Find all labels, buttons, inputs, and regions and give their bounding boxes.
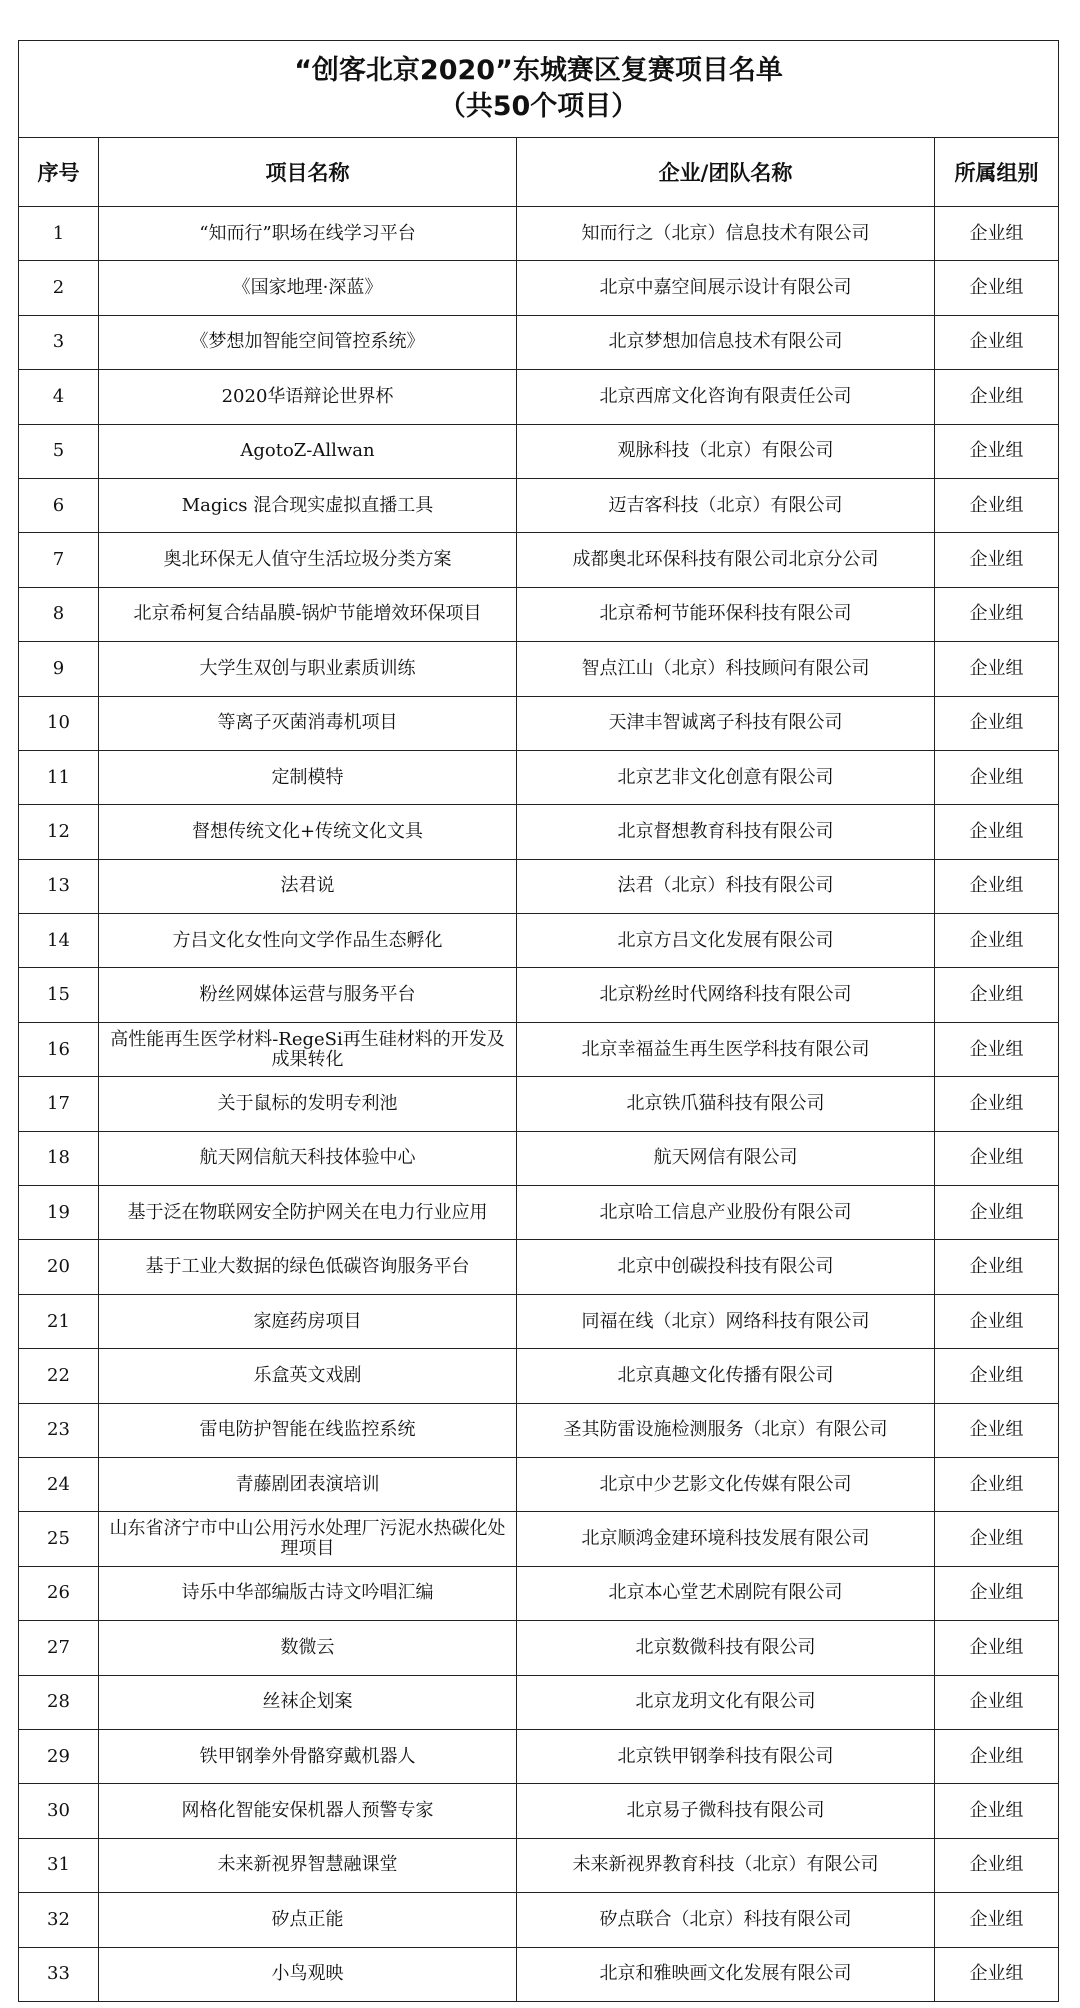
cell-company-name: 北京本心堂艺术剧院有限公司	[517, 1566, 935, 1620]
cell-group: 企业组	[935, 587, 1059, 641]
cell-company-name: 北京中创碳投科技有限公司	[517, 1240, 935, 1294]
cell-project-name: 《梦想加智能空间管控系统》	[99, 315, 517, 369]
cell-group: 企业组	[935, 533, 1059, 587]
cell-company-name: 北京中嘉空间展示设计有限公司	[517, 261, 935, 315]
table-row	[19, 587, 1059, 641]
cell-index: 32	[19, 1893, 99, 1947]
cell-index: 17	[19, 1077, 99, 1131]
cell-index: 2	[19, 261, 99, 315]
cell-project-name: 基于工业大数据的绿色低碳咨询服务平台	[99, 1240, 517, 1294]
table-row	[19, 1186, 1059, 1240]
table-row	[19, 1893, 1059, 1947]
cell-group: 企业组	[935, 1512, 1059, 1566]
cell-index: 25	[19, 1512, 99, 1566]
cell-company-name: 观脉科技（北京）有限公司	[517, 424, 935, 478]
cell-index: 30	[19, 1784, 99, 1838]
table-row	[19, 370, 1059, 424]
project-list-table	[18, 40, 1059, 2002]
cell-group: 企业组	[935, 750, 1059, 804]
cell-index: 21	[19, 1294, 99, 1348]
title-row	[19, 41, 1059, 138]
cell-index: 6	[19, 478, 99, 532]
cell-company-name: 北京幸福益生再生医学科技有限公司	[517, 1022, 935, 1076]
cell-company-name: 同福在线（北京）网络科技有限公司	[517, 1294, 935, 1348]
cell-index: 8	[19, 587, 99, 641]
cell-company-name: 迈吉客科技（北京）有限公司	[517, 478, 935, 532]
cell-project-name: 督想传统文化+传统文化文具	[99, 805, 517, 859]
cell-group: 企业组	[935, 859, 1059, 913]
cell-group: 企业组	[935, 478, 1059, 532]
table-row	[19, 1621, 1059, 1675]
cell-company-name: 北京粉丝时代网络科技有限公司	[517, 968, 935, 1022]
cell-group: 企业组	[935, 1294, 1059, 1348]
table-row	[19, 1457, 1059, 1511]
table-row	[19, 315, 1059, 369]
cell-project-name: 小鸟观映	[99, 1947, 517, 2001]
cell-group: 企业组	[935, 261, 1059, 315]
cell-company-name: 北京顺鸿金建环境科技发展有限公司	[517, 1512, 935, 1566]
cell-project-name: AgotoZ-Allwan	[99, 424, 517, 478]
cell-company-name: 北京龙玥文化有限公司	[517, 1675, 935, 1729]
cell-project-name: 家庭药房项目	[99, 1294, 517, 1348]
cell-index: 5	[19, 424, 99, 478]
cell-project-name: 北京希柯复合结晶膜-锅炉节能增效环保项目	[99, 587, 517, 641]
cell-group: 企业组	[935, 914, 1059, 968]
cell-company-name: 北京真趣文化传播有限公司	[517, 1349, 935, 1403]
table-row	[19, 1784, 1059, 1838]
table-row	[19, 1729, 1059, 1783]
cell-project-name: 铁甲钢拳外骨骼穿戴机器人	[99, 1729, 517, 1783]
header-company-name: 企业/团队名称	[517, 138, 935, 207]
table-row	[19, 478, 1059, 532]
title-line-2: （共50个项目）	[438, 91, 639, 122]
cell-project-name: 高性能再生医学材料-RegeSi再生硅材料的开发及成果转化	[99, 1022, 517, 1076]
header-project-name: 项目名称	[99, 138, 517, 207]
cell-project-name: 丝袜企划案	[99, 1675, 517, 1729]
cell-company-name: 天津丰智诚离子科技有限公司	[517, 696, 935, 750]
cell-index: 13	[19, 859, 99, 913]
cell-company-name: 北京易子微科技有限公司	[517, 1784, 935, 1838]
cell-project-name: “知而行”职场在线学习平台	[99, 207, 517, 261]
table-row	[19, 1349, 1059, 1403]
table-row	[19, 1403, 1059, 1457]
cell-group: 企业组	[935, 1403, 1059, 1457]
table-row	[19, 914, 1059, 968]
cell-group: 企业组	[935, 1784, 1059, 1838]
table-row	[19, 1294, 1059, 1348]
cell-project-name: 乐盒英文戏剧	[99, 1349, 517, 1403]
cell-company-name: 北京和雅映画文化发展有限公司	[517, 1947, 935, 2001]
cell-company-name: 北京数微科技有限公司	[517, 1621, 935, 1675]
cell-company-name: 矽点联合（北京）科技有限公司	[517, 1893, 935, 1947]
cell-project-name: Magics 混合现实虚拟直播工具	[99, 478, 517, 532]
table-row	[19, 1240, 1059, 1294]
table-body	[19, 207, 1059, 2002]
table-row	[19, 1947, 1059, 2001]
cell-group: 企业组	[935, 1675, 1059, 1729]
cell-index: 19	[19, 1186, 99, 1240]
cell-project-name: 山东省济宁市中山公用污水处理厂污泥水热碳化处理项目	[99, 1512, 517, 1566]
cell-group: 企业组	[935, 1186, 1059, 1240]
cell-group: 企业组	[935, 1838, 1059, 1892]
cell-group: 企业组	[935, 696, 1059, 750]
cell-company-name: 北京中少艺影文化传媒有限公司	[517, 1457, 935, 1511]
cell-index: 4	[19, 370, 99, 424]
cell-index: 26	[19, 1566, 99, 1620]
cell-group: 企业组	[935, 315, 1059, 369]
cell-company-name: 航天网信有限公司	[517, 1131, 935, 1185]
cell-project-name: 航天网信航天科技体验中心	[99, 1131, 517, 1185]
cell-index: 23	[19, 1403, 99, 1457]
table-row	[19, 1675, 1059, 1729]
cell-company-name: 知而行之（北京）信息技术有限公司	[517, 207, 935, 261]
table-row	[19, 1077, 1059, 1131]
cell-project-name: 粉丝网媒体运营与服务平台	[99, 968, 517, 1022]
cell-company-name: 北京方吕文化发展有限公司	[517, 914, 935, 968]
cell-company-name: 北京西席文化咨询有限责任公司	[517, 370, 935, 424]
cell-index: 29	[19, 1729, 99, 1783]
cell-index: 1	[19, 207, 99, 261]
cell-company-name: 未来新视界教育科技（北京）有限公司	[517, 1838, 935, 1892]
table-row	[19, 1131, 1059, 1185]
table-row	[19, 968, 1059, 1022]
cell-project-name: 雷电防护智能在线监控系统	[99, 1403, 517, 1457]
table-row	[19, 1566, 1059, 1620]
cell-company-name: 圣其防雷设施检测服务（北京）有限公司	[517, 1403, 935, 1457]
table-row	[19, 533, 1059, 587]
cell-project-name: 基于泛在物联网安全防护网关在电力行业应用	[99, 1186, 517, 1240]
header-index: 序号	[19, 138, 99, 207]
cell-project-name: 网格化智能安保机器人预警专家	[99, 1784, 517, 1838]
cell-company-name: 法君（北京）科技有限公司	[517, 859, 935, 913]
cell-project-name: 关于鼠标的发明专利池	[99, 1077, 517, 1131]
table-row	[19, 805, 1059, 859]
cell-company-name: 北京希柯节能环保科技有限公司	[517, 587, 935, 641]
table-row	[19, 207, 1059, 261]
cell-group: 企业组	[935, 805, 1059, 859]
cell-index: 3	[19, 315, 99, 369]
cell-group: 企业组	[935, 1621, 1059, 1675]
cell-index: 11	[19, 750, 99, 804]
cell-group: 企业组	[935, 1131, 1059, 1185]
table-row	[19, 750, 1059, 804]
cell-group: 企业组	[935, 642, 1059, 696]
cell-project-name: 定制模特	[99, 750, 517, 804]
cell-company-name: 北京梦想加信息技术有限公司	[517, 315, 935, 369]
table-row	[19, 1022, 1059, 1076]
cell-index: 20	[19, 1240, 99, 1294]
cell-company-name: 北京铁甲钢拳科技有限公司	[517, 1729, 935, 1783]
table-row	[19, 424, 1059, 478]
cell-project-name: 奥北环保无人值守生活垃圾分类方案	[99, 533, 517, 587]
cell-index: 31	[19, 1838, 99, 1892]
cell-group: 企业组	[935, 424, 1059, 478]
cell-company-name: 智点江山（北京）科技顾问有限公司	[517, 642, 935, 696]
title-line-1: “创客北京2020”东城赛区复赛项目名单	[294, 55, 783, 86]
table-row	[19, 261, 1059, 315]
cell-project-name: 数微云	[99, 1621, 517, 1675]
cell-project-name: 诗乐中华部编版古诗文吟唱汇编	[99, 1566, 517, 1620]
cell-index: 10	[19, 696, 99, 750]
cell-index: 28	[19, 1675, 99, 1729]
cell-company-name: 成都奥北环保科技有限公司北京分公司	[517, 533, 935, 587]
cell-project-name: 青藤剧团表演培训	[99, 1457, 517, 1511]
cell-company-name: 北京铁爪猫科技有限公司	[517, 1077, 935, 1131]
cell-index: 14	[19, 914, 99, 968]
cell-group: 企业组	[935, 1729, 1059, 1783]
cell-project-name: 未来新视界智慧融课堂	[99, 1838, 517, 1892]
cell-group: 企业组	[935, 1893, 1059, 1947]
cell-project-name: 法君说	[99, 859, 517, 913]
cell-index: 18	[19, 1131, 99, 1185]
table-title	[19, 41, 1059, 138]
cell-index: 15	[19, 968, 99, 1022]
cell-index: 7	[19, 533, 99, 587]
cell-project-name: 《国家地理·深蓝》	[99, 261, 517, 315]
cell-project-name: 矽点正能	[99, 1893, 517, 1947]
cell-group: 企业组	[935, 1022, 1059, 1076]
cell-index: 16	[19, 1022, 99, 1076]
table-row	[19, 1838, 1059, 1892]
cell-index: 12	[19, 805, 99, 859]
cell-group: 企业组	[935, 1947, 1059, 2001]
header-group: 所属组别	[935, 138, 1059, 207]
cell-group: 企业组	[935, 1349, 1059, 1403]
cell-group: 企业组	[935, 207, 1059, 261]
cell-group: 企业组	[935, 1077, 1059, 1131]
cell-group: 企业组	[935, 370, 1059, 424]
cell-group: 企业组	[935, 1240, 1059, 1294]
cell-project-name: 大学生双创与职业素质训练	[99, 642, 517, 696]
cell-project-name: 等离子灭菌消毒机项目	[99, 696, 517, 750]
cell-index: 22	[19, 1349, 99, 1403]
header-row	[19, 138, 1059, 207]
cell-group: 企业组	[935, 1457, 1059, 1511]
table-row	[19, 642, 1059, 696]
cell-company-name: 北京督想教育科技有限公司	[517, 805, 935, 859]
table-row	[19, 859, 1059, 913]
cell-group: 企业组	[935, 1566, 1059, 1620]
cell-project-name: 方吕文化女性向文学作品生态孵化	[99, 914, 517, 968]
cell-company-name: 北京艺非文化创意有限公司	[517, 750, 935, 804]
cell-index: 33	[19, 1947, 99, 2001]
table-row	[19, 696, 1059, 750]
table-row	[19, 1512, 1059, 1566]
cell-group: 企业组	[935, 968, 1059, 1022]
cell-index: 27	[19, 1621, 99, 1675]
cell-index: 24	[19, 1457, 99, 1511]
cell-project-name: 2020华语辩论世界杯	[99, 370, 517, 424]
cell-index: 9	[19, 642, 99, 696]
cell-company-name: 北京哈工信息产业股份有限公司	[517, 1186, 935, 1240]
